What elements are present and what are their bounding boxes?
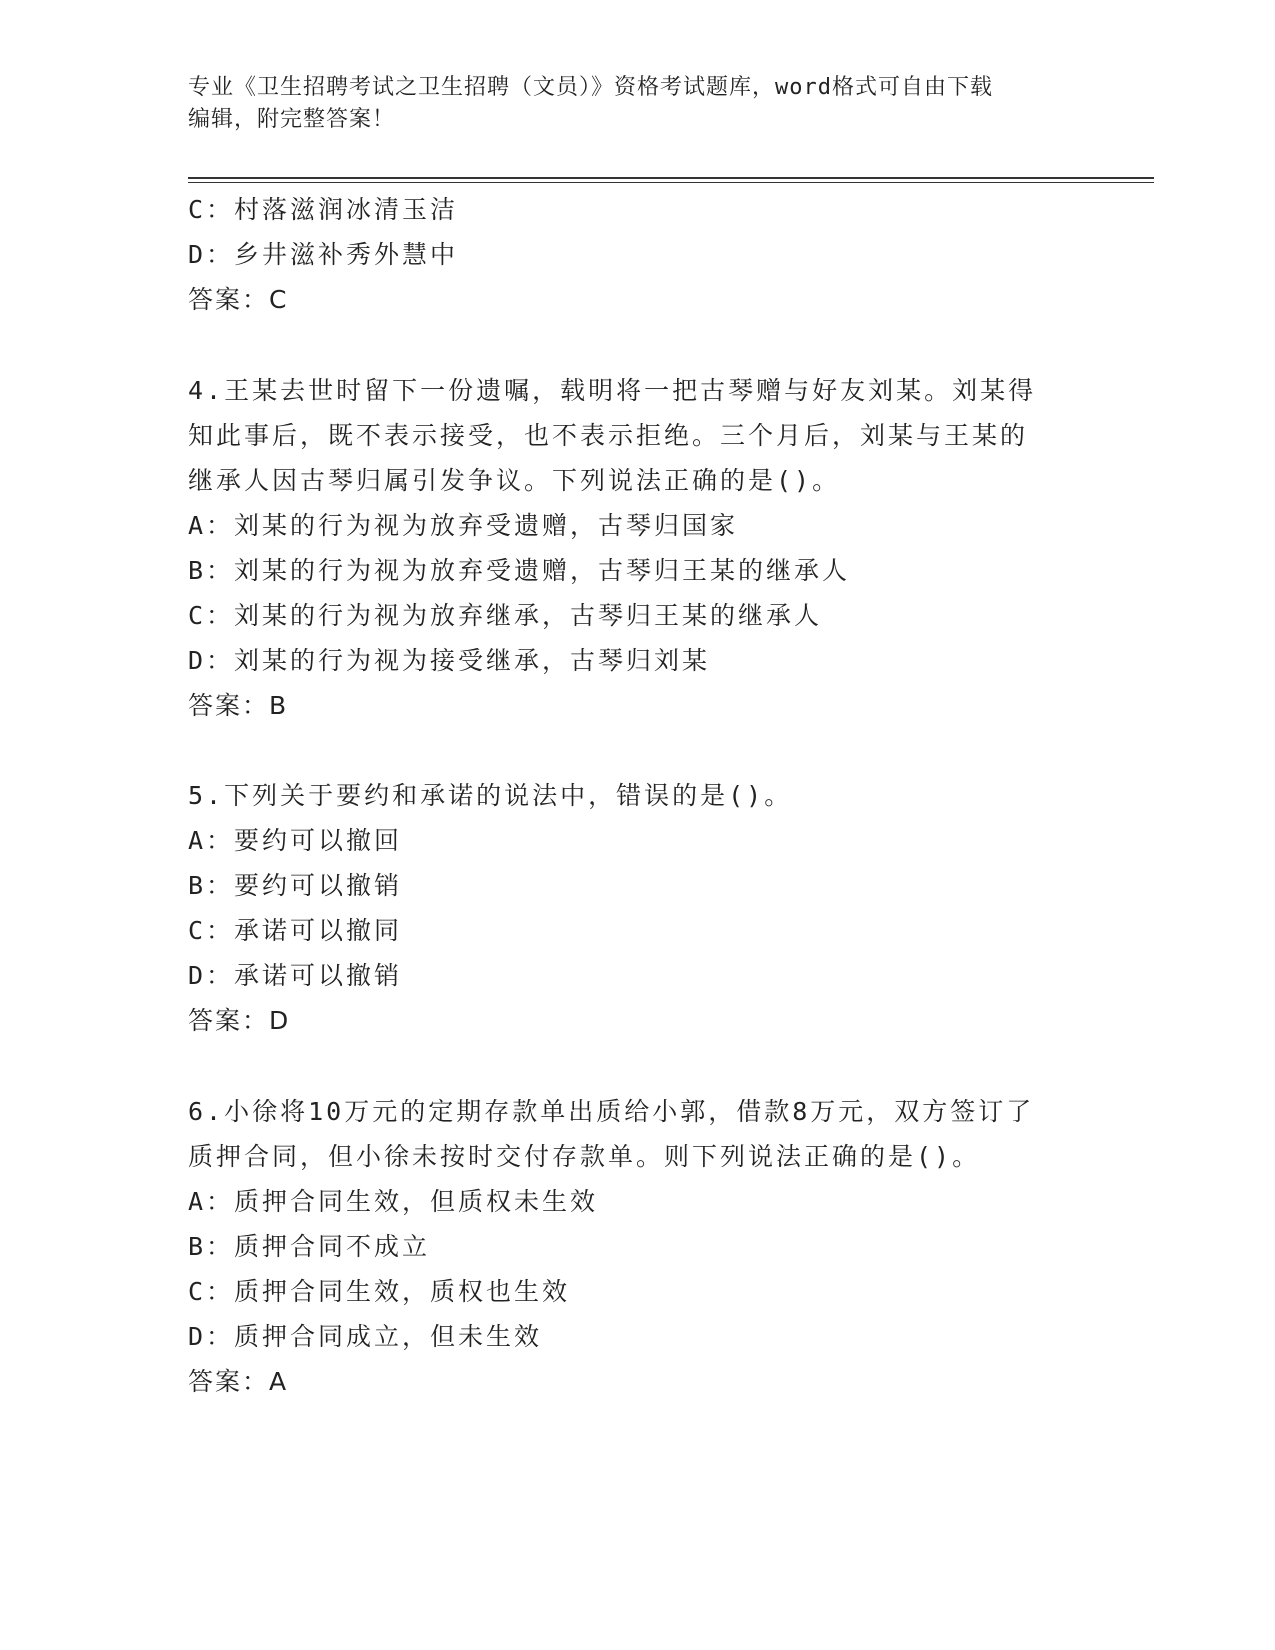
q3-answer: 答案：C: [188, 285, 289, 314]
q6-option-b: B：质押合同不成立: [188, 1232, 431, 1261]
q5-option-b: B：要约可以撤销: [188, 871, 403, 900]
header-line-1: 专业《卫生招聘考试之卫生招聘（文员）》资格考试题库，word格式可自由下载: [188, 75, 993, 100]
q6-option-d: D：质押合同成立，但未生效: [188, 1322, 543, 1351]
q3-option-d: D：乡井滋补秀外慧中: [188, 240, 459, 269]
q6-option-a: A：质押合同生效，但质权未生效: [188, 1187, 599, 1216]
q4-option-d: D：刘某的行为视为接受继承，古琴归刘某: [188, 646, 711, 675]
q4-option-a: A：刘某的行为视为放弃受遗赠，古琴归国家: [188, 511, 739, 540]
document-header: [188, 72, 1088, 136]
q6-stem-line-2: 质押合同，但小徐未按时交付存款单。则下列说法正确的是()。: [188, 1142, 981, 1171]
q5-answer: 答案：D: [188, 1006, 291, 1035]
header-divider-thick: [188, 177, 1154, 179]
q6-answer: 答案：A: [188, 1367, 289, 1396]
q4-stem-line-1: 4.王某去世时留下一份遗嘱，载明将一把古琴赠与好友刘某。刘某得: [188, 376, 1037, 405]
q5-stem-line-1: 5.下列关于要约和承诺的说法中，错误的是()。: [188, 781, 793, 810]
q4-answer: 答案：B: [188, 691, 289, 720]
q5-option-d: D：承诺可以撤销: [188, 961, 403, 990]
q4-stem-line-2: 知此事后，既不表示接受，也不表示拒绝。三个月后，刘某与王某的: [188, 421, 1029, 450]
header-line-2: 编辑，附完整答案！: [188, 107, 396, 132]
q3-option-c: C：村落滋润冰清玉洁: [188, 195, 459, 224]
q6-stem-line-1: 6.小徐将10万元的定期存款单出质给小郭，借款8万元，双方签订了: [188, 1097, 1035, 1126]
q6-option-c: C：质押合同生效，质权也生效: [188, 1277, 571, 1306]
header-divider-thin: [188, 182, 1154, 183]
q5-option-a: A：要约可以撤回: [188, 826, 403, 855]
q5-option-c: C：承诺可以撤同: [188, 916, 403, 945]
q4-stem-line-3: 继承人因古琴归属引发争议。下列说法正确的是()。: [188, 466, 841, 495]
q4-option-b: B：刘某的行为视为放弃受遗赠，古琴归王某的继承人: [188, 556, 851, 585]
q4-option-c: C：刘某的行为视为放弃继承，古琴归王某的继承人: [188, 601, 823, 630]
